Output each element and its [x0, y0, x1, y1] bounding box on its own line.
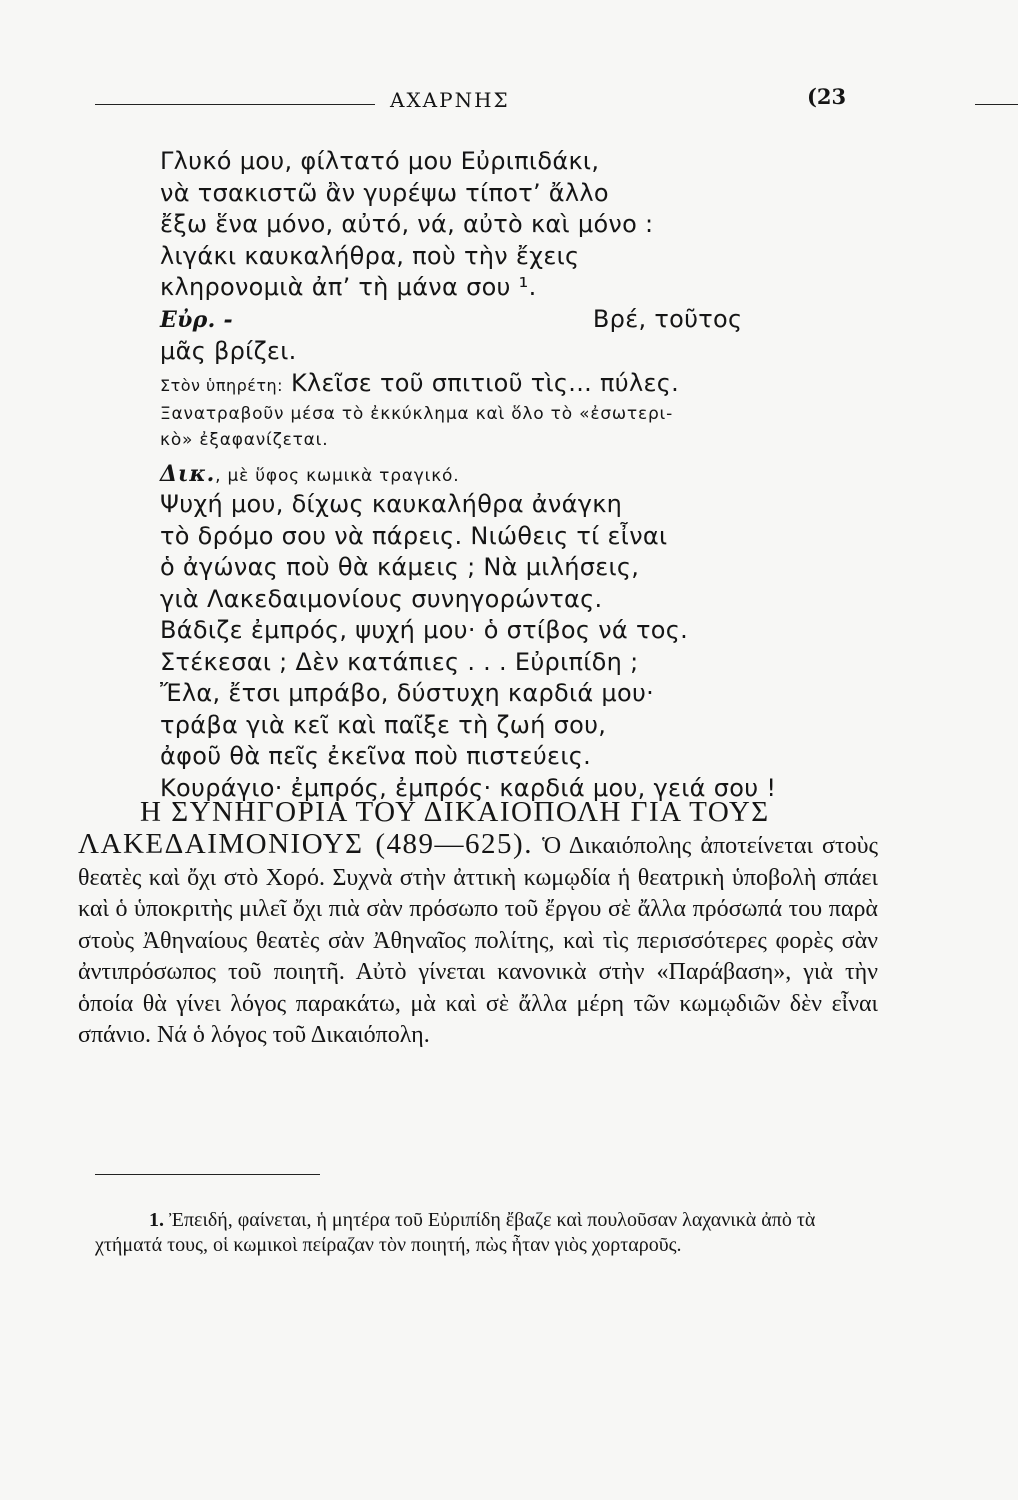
commentary-paragraph — [78, 829, 878, 1052]
speaker-line-eur — [160, 304, 880, 337]
verse-block — [160, 146, 880, 804]
stage-direction: Ξανατραβοῦν μέσα τὸ ἐκκύκλημα καὶ ὅλο τὸ «ἐσωτερι- — [160, 404, 674, 424]
verse-line: Γλυκό μου, φίλτατό μου Εὐριπιδάκι, — [160, 147, 600, 175]
stage-to-servant: Στὸν ὑπηρέτη: — [160, 375, 284, 395]
verse-line: Ψυχή μου, δίχως καυκαλήθρα ἀνάγκη — [160, 490, 623, 518]
footnote-number: 1. — [149, 1209, 164, 1231]
footnote-text: Ἐπειδή, φαίνεται, ἡ μητέρα τοῦ Εὐριπίδη ἔβαζε καὶ πουλοῦσαν λαχανικὰ ἀπὸ τὰ χτήματά τους, οἱ κωμικοὶ πείραζαν τὸν ποιητή, πὼς ἦταν γιὸς χορταροῦς. — [95, 1209, 816, 1256]
header-rule-right — [975, 104, 1018, 105]
speaker-dikaiopolis: Δικ. — [160, 461, 216, 487]
verse-line: ἀφοῦ θὰ πεῖς ἐκεῖνα ποὺ πιστεύεις. — [160, 742, 592, 770]
footnote-rule — [95, 1174, 320, 1175]
speaker-line-dik — [160, 461, 880, 489]
commentary-body: στοὺς θεατὲς καὶ ὄχι στὸ Χορό. Συχνὰ στὴν ἀττικὴ κωμῳδία ἡ θεατρικὴ ὑποβολὴ σπάει καὶ ὁ ὑποκριτὴς μιλεῖ ὄχι πιὰ σὰν πρόσωπο τοῦ ἔργου σὲ ἄλλα πρόσωπά του παρὰ στοὺς Ἀθηναίους θεατὲς σὰν Ἀθηναῖος πολίτης, καὶ τὶς περισσότερες φορὲς σὰν ἀντιπρόσωπος τοῦ ποιητῆ. Αὐτὸ γίνεται κανονικὰ στὴν «Παράβαση», γιὰ τὴν ὁποία θὰ γίνει λόγος παρακάτω, μὰ καὶ σὲ ἄλλα μέρη τῶν κωμῳδιῶν δὲν εἶναι σπάνιο. Νά ὁ λόγος τοῦ Δικαιόπολη. — [78, 833, 879, 1048]
commentary-section — [78, 795, 878, 1052]
stage-command-line — [160, 368, 880, 402]
verse-line: μᾶς βρίζει. — [160, 337, 297, 365]
verse-line: τράβα γιὰ κεῖ καὶ παῖξε τὴ ζωή σου, — [160, 710, 607, 739]
commentary-heading-cont: ΛΑΚΕΔΑΙΜΟΝΙΟΥΣ (489—625). — [78, 828, 533, 860]
header-rule-left — [95, 104, 375, 105]
verse-line: Στέκεσαι ; Δὲν κατάπιες . . . Εὐριπίδη ; — [160, 647, 639, 676]
verse-line: Βάδιζε ἐμπρός, ψυχή μου· ὁ στίβος νά τος. — [160, 616, 689, 644]
speaker-euripides: Εὐρ. - — [160, 306, 233, 333]
header-title: ΑΧΑΡΝΗΣ — [390, 88, 510, 112]
stage-command: Κλεῖσε τοῦ σπιτιοῦ τὶς... πύλες. — [291, 368, 680, 397]
running-header — [95, 84, 855, 114]
commentary-body-start: Ὁ Δικαιόπολης ἀποτείνεται — [542, 833, 813, 859]
page-number: (23 — [807, 84, 847, 109]
eur-speech: Βρέ, τοῦτος — [592, 304, 743, 333]
verse-line: ὁ ἀγώνας ποὺ θὰ κάμεις ; Νὰ μιλήσεις, — [160, 553, 640, 581]
dik-manner: , μὲ ὕφος κωμικὰ τραγικό. — [215, 466, 460, 486]
commentary-heading: Η ΣΥΝΗΓΟΡΙΑ ΤΟΥ ΔΙΚΑΙΟΠΟΛΗ ΓΙΑ ΤΟΥΣ — [140, 796, 770, 828]
verse-line: λιγάκι καυκαλήθρα, ποὺ τὴν ἔχεις — [160, 241, 580, 270]
verse-line: τὸ δρόμο σου νὰ πάρεις. Νιώθεις τί εἶναι — [160, 521, 668, 550]
footnote — [95, 1208, 875, 1258]
verse-line: Ἔλα, ἔτσι μπράβο, δύστυχη καρδιά μου· — [160, 679, 655, 707]
verse-line: ἔξω ἕνα μόνο, αὐτό, νά, αὐτὸ καὶ μόνο : — [160, 210, 654, 238]
verse-line: Κουράγιο· ἐμπρός, ἐμπρός· καρδιά μου, γειά σου ! — [160, 773, 777, 802]
verse-line: γιὰ Λακεδαιμονίους συνηγορώντας. — [160, 584, 603, 613]
verse-line: νὰ τσακιστῶ ἂν γυρέψω τίποτ’ ἄλλο — [160, 178, 609, 207]
verse-line: κληρονομιὰ ἀπ’ τὴ μάνα σου ¹. — [160, 273, 537, 301]
stage-direction: κὸ» ἐξαφανίζεται. — [160, 430, 329, 450]
